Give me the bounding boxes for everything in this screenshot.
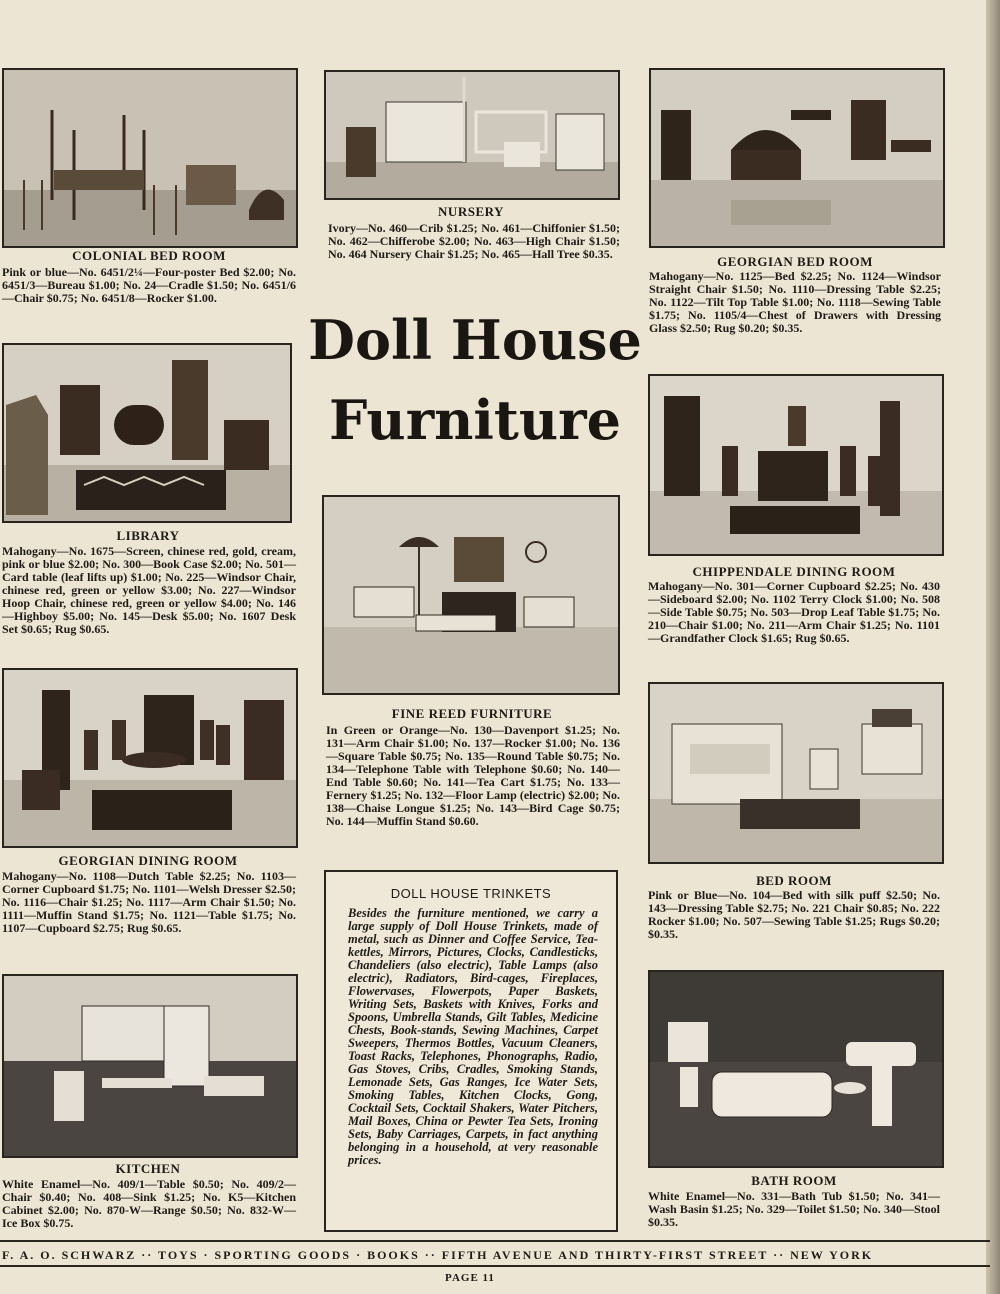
trinkets-heading: DOLL HOUSE TRINKETS	[390, 886, 552, 901]
colonial-bed-room-caption: COLONIAL BED ROOM	[72, 248, 226, 263]
georgian-bed-room-text: Mahogany—No. 1125—Bed $2.25; No. 1124—Windsor Straight Chair $1.50; No. 1110—Dressing Table $2.25; No. 1122—Tilt Top Table $1.00; No. 1118—Sewing Table $1.75; No. 1105/4—Chest of Drawers with Dressing Glass $2.50; Rug $0.20; $0.35.	[649, 269, 941, 335]
bath-room-text: White Enamel—No. 331—Bath Tub $1.50; No. 341—Wash Basin $1.25; No. 329—Toilet $1.50; No. 340—Stool $0.35.	[648, 1189, 940, 1229]
colonial-bed-room-text: Pink or blue—No. 6451/2¼—Four-poster Bed $2.00; No. 6451/3—Bureau $1.00; No. 24—Cradle $1.50; No. 6451/6—Chair $0.75; No. 6451/8—Rocker $1.00.	[2, 265, 296, 305]
fine-reed-furniture-photo	[322, 495, 620, 695]
georgian-bed-room-photo	[649, 68, 945, 248]
kitchen-photo	[2, 974, 298, 1158]
bath-room-photo	[648, 970, 944, 1168]
georgian-dining-room-text: Mahogany—No. 1108—Dutch Table $2.25; No. 1103—Corner Cupboard $1.75; No. 1101—Welsh Dresser $2.50; No. 1116—Chair $1.25; No. 1117—Arm Chair $1.50; No. 1111—Muffin Stand $1.75; No. 1121—Table $1.75; No. 1107—Cupboard $2.75; Rug $0.65.	[2, 869, 296, 935]
bed-room-caption: BED ROOM	[756, 873, 832, 888]
page-title-line-1: Doll House	[308, 308, 642, 372]
georgian-dining-room-photo	[2, 668, 298, 848]
nursery-photo	[324, 70, 620, 200]
bed-room-photo	[648, 682, 944, 864]
footer-rule-bottom	[0, 1265, 990, 1267]
nursery-text: Ivory—No. 460—Crib $1.25; No. 461—Chiffonier $1.50; No. 462—Chifferobe $2.00; No. 463—High Chair $1.50; No. 464 Nursery Chair $1.25; No. 465—Hall Tree $0.35.	[328, 221, 620, 261]
trinkets-box	[324, 870, 618, 1232]
chippendale-dining-room-photo	[648, 374, 944, 556]
bed-room-text: Pink or Blue—No. 104—Bed with silk puff $2.50; No. 143—Dressing Table $2.75; No. 221 Chair $0.85; No. 222 Rocker $1.00; No. 507—Sewing Table $1.25; Rugs $0.20; $0.35.	[648, 888, 940, 941]
nursery-caption: NURSERY	[438, 204, 504, 219]
chippendale-dining-room-text: Mahogany—No. 301—Corner Cupboard $2.25; No. 430—Sideboard $2.00; No. 1102 Terry Clock $1.00; No. 508—Side Table $0.75; No. 503—Drop Leaf Table $1.75; No. 210—Chair $1.00; No. 211—Arm Chair $1.25; No. 1101—Grandfather Clock $1.65; Rug $0.65.	[648, 579, 940, 645]
bath-room-caption: BATH ROOM	[751, 1173, 837, 1188]
trinkets-text: Besides the furniture mentioned, we carry a large supply of Doll House Trinkets, made of metal, such as Dinner and Coffee Service, Tea-kettles, Mirrors, Pictures, Clocks, Candlesticks, Chandeliers (also electric), Table Lamps (also electric), Radiators, Bird-cages, Fireplaces, Flowervases, Flowerpots, Paper Baskets, Writing Sets, Baskets with Knives, Forks and Spoons, Umbrella Stands, Gilt Tables, Medicine Chests, Book-stands, Sewing Machines, Carpet Sweepers, Thermos Bottles, Vacuum Cleaners, Toast Racks, Telephones, Phonographs, Radio, Gas Stoves, Cribs, Cradles, Smoking Stands, Lemonade Sets, Gas Ranges, Ice Water Sets, Smoking Tables, Kitchen Clocks, Gong, Cocktail Sets, Cocktail Shakers, Water Pitchers, Mail Boxes, China or Pewter Tea Sets, Ironing Sets, Baby Carriages, Carpets, in fact anything belonging in a household, at very reasonable prices.	[348, 906, 598, 1167]
page-title-line-2: Furniture	[329, 388, 621, 452]
georgian-bed-room-caption: GEORGIAN BED ROOM	[717, 254, 873, 269]
fine-reed-furniture-text: In Green or Orange—No. 130—Davenport $1.25; No. 131—Arm Chair $1.00; No. 137—Rocker $1.00; No. 136—Square Table $0.75; No. 135—Round Table $0.75; No. 134—Telephone Table with Telephone $0.60; No. 140—End Table $0.60; No. 141—Tea Cart $1.75; No. 133—Fernery $1.25; No. 132—Floor Lamp (electric) $2.00; No. 138—Chaise Longue $1.25; No. 143—Bird Cage $0.75; No. 144—Muffin Stand $0.60.	[326, 723, 620, 828]
kitchen-caption: KITCHEN	[115, 1161, 181, 1176]
library-photo	[2, 343, 292, 523]
footer-rule	[0, 1240, 990, 1242]
georgian-dining-room-caption: GEORGIAN DINING ROOM	[58, 853, 238, 868]
binding-edge	[986, 0, 1000, 1294]
chippendale-dining-room-caption: CHIPPENDALE DINING ROOM	[692, 564, 896, 579]
library-caption: LIBRARY	[116, 528, 180, 543]
footer-address: F. A. O. SCHWARZ ·· TOYS · SPORTING GOODS · BOOKS ·· FIFTH AVENUE AND THIRTY-FIRST STREET ·· NEW YORK	[2, 1248, 874, 1262]
library-text: Mahogany—No. 1675—Screen, chinese red, gold, cream, pink or blue $2.00; No. 300—Book Case $2.00; No. 501—Card table (leaf lifts up) $1.00; No. 225—Windsor Chair, chinese red, green or yellow $3.00; No. 227—Windsor Hoop Chair, chinese red, green or yellow $4.00; No. 146—Highboy $5.00; No. 145—Desk $5.00; No. 1607 Desk Set $0.65; Rug $0.65.	[2, 544, 296, 636]
kitchen-text: White Enamel—No. 409/1—Table $0.50; No. 409/2—Chair $0.40; No. 408—Sink $1.25; No. K5—Kitchen Cabinet $2.00; No. 870-W—Range $0.50; No. 832-W—Ice Box $0.75.	[2, 1177, 296, 1230]
colonial-bed-room-photo	[2, 68, 298, 248]
fine-reed-furniture-caption: FINE REED FURNITURE	[391, 706, 553, 721]
page-number: PAGE 11	[445, 1272, 495, 1284]
